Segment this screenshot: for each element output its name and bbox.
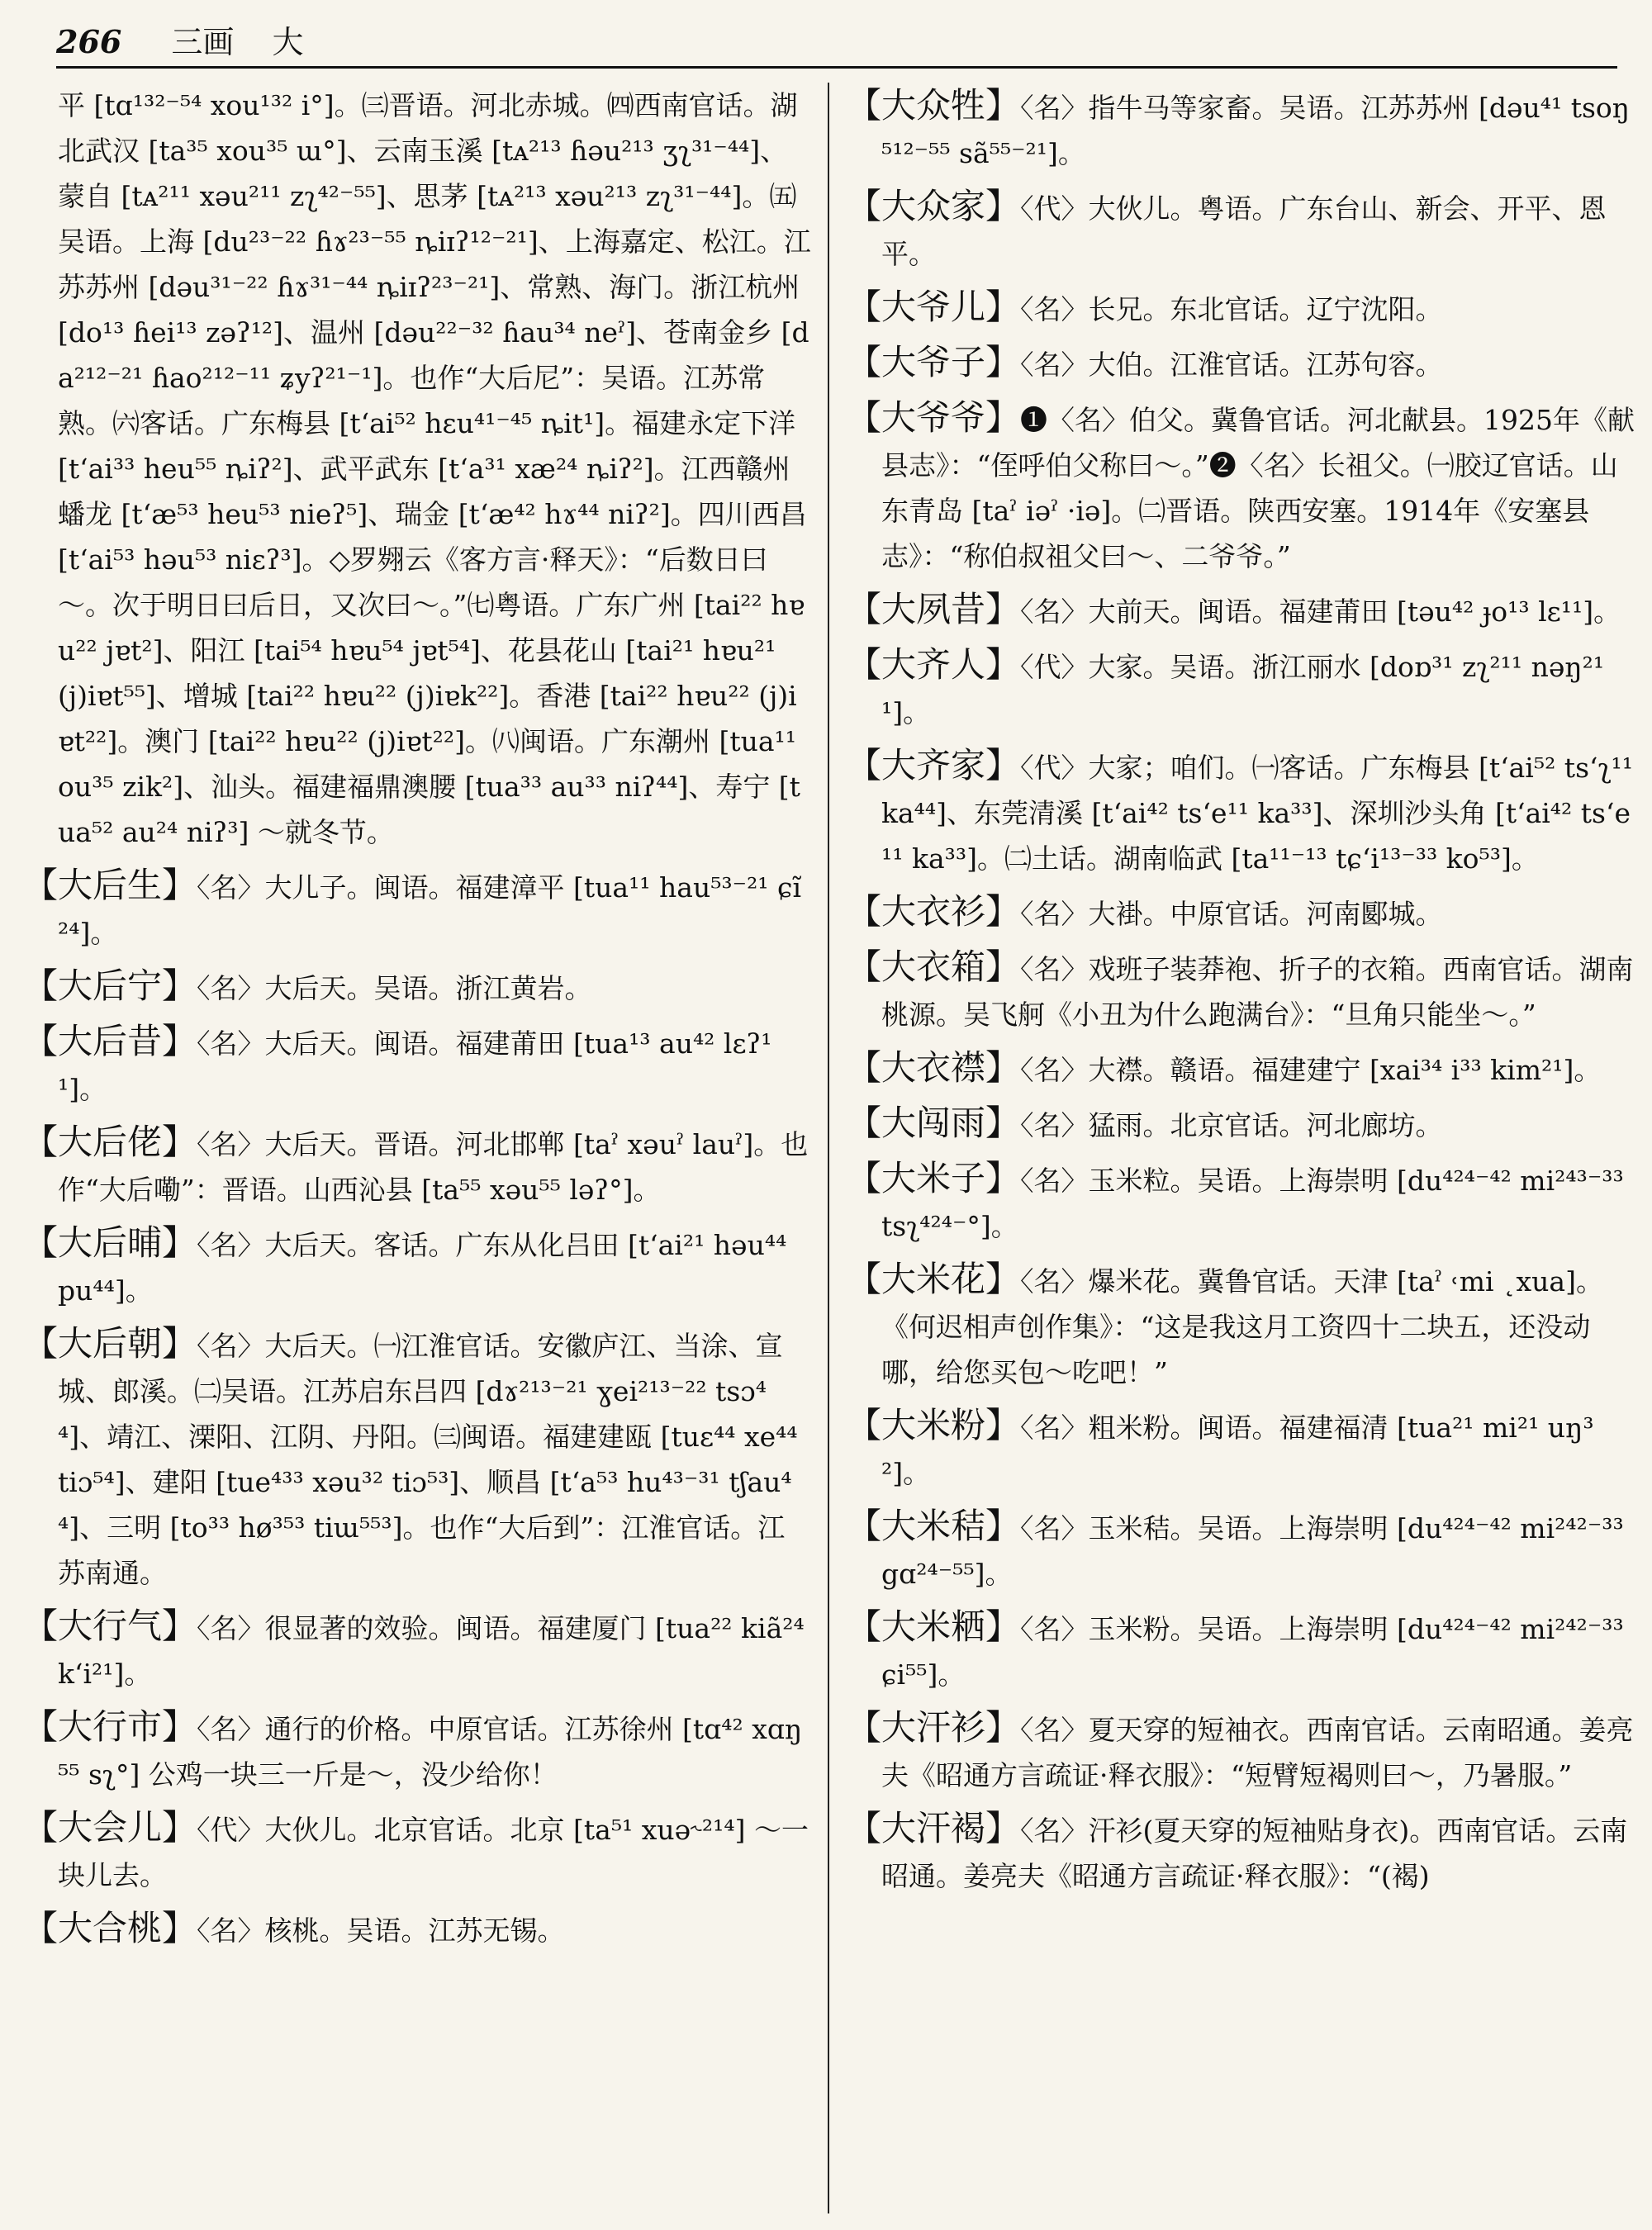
entry-definition: 〈名〉戏班子装莽袍、折子的衣箱。西南官话。湖南桃源。吴飞舸《小丑为什么跑满台》：“旦角只能坐～。” xyxy=(881,953,1634,1031)
entry-definition: 〈名〉核桃。吴语。江苏无锡。 xyxy=(197,1914,565,1947)
entry-definition: 〈名〉玉米粉。吴语。上海崇明 [du⁴²⁴⁻⁴² mi²⁴²⁻³³ ɕi⁵⁵]。 xyxy=(881,1613,1624,1691)
right-column xyxy=(847,83,1635,2213)
entry-definition: 〈名〉大褂。中原官话。河南郾城。 xyxy=(1020,898,1443,930)
entry-headword: 【大衣箱】 xyxy=(847,947,1021,987)
entry-headword: 【大行气】 xyxy=(23,1606,197,1646)
entry-definition: 平 [tɑ¹³²⁻⁵⁴ xou¹³² i°]。㈢晋语。河北赤城。㈣西南官话。湖北武汉 [ta³⁵ xou³⁵ ɯ°]、云南玉溪 [tᴀ²¹³ ɦəu²¹³ ʒʅ³¹⁻⁴⁴]、蒙自 [tᴀ²¹¹ xəu²¹¹ zʅ⁴²⁻⁵⁵]、思茅 [tᴀ²¹³ xəu²¹³ zʅ³¹⁻⁴⁴]。㈤吴语。上海 [du²³⁻²² ɦɤ²³⁻⁵⁵ ȵiɪʔ¹²⁻²¹]、上海嘉定、松江。江苏苏州 [dəu³¹⁻²² ɦɤ³¹⁻⁴⁴ ȵiɪʔ²³⁻²¹]、常熟、海门。浙江杭州 [do¹³ ɦei¹³ zəʔ¹²]、温州 [dəu²²⁻³² ɦau³⁴ neˀ]、苍南金乡 [da²¹²⁻²¹ ɦao²¹²⁻¹¹ ʑyʔ²¹⁻¹]。也作“大后尼”：吴语。江苏常熟。㈥客话。广东梅县 [t‘ai⁵² hɛu⁴¹⁻⁴⁵ ȵit¹]。福建永定下洋 [t‘ai³³ heu⁵⁵ ȵiʔ²]、武平武东 [t‘a³¹ xæ²⁴ ȵiʔ²]。江西赣州蟠龙 [t‘æ⁵³ heu⁵³ nieʔ⁵]、瑞金 [t‘æ⁴² hɤ⁴⁴ niʔ²]。四川西昌 [t‘ai⁵³ həu⁵³ niɛʔ³]。◇罗翙云《客方言·释天》：“后数日曰～。次于明日曰后日，又次曰～。”㈦粤语。广东广州 [tai²² hɐu²² jɐt²]、阳江 [tai⁵⁴ hɐu⁵⁴ jɐt⁵⁴]、花县花山 [tai²¹ hɐu²¹ (j)iɐt⁵⁵]、增城 [tai²² hɐu²² (j)iɐk²²]。香港 [tai²² hɐu²² (j)iɐt²²]。澳门 [tai²² hɐu²² (j)iɐt²²]。㈧闽语。广东潮州 [tua¹¹ ou³⁵ zik²]、汕头。福建福鼎澳腰 [tua³³ au³³ niʔ⁴⁴]、寿宁 [tua⁵² au²⁴ niʔ³] ～就冬节。 xyxy=(58,89,811,848)
entry-headword: 【大众牲】 xyxy=(847,85,1021,126)
entry-headword: 【大闯雨】 xyxy=(847,1103,1021,1143)
entry-definition: ❶〈名〉伯父。冀鲁官话。河北献县。1925年《献县志》：“侄呼伯父称曰～。”❷〈名〉长祖父。㈠胶辽官话。山东青岛 [taˀ iəˀ ·iə]。㈡晋语。陕西安塞。1914年《安塞县志》：“称伯叔祖父曰～、二爷爷。” xyxy=(881,404,1635,572)
dictionary-entry xyxy=(847,1155,1635,1249)
entry-headword: 【大齐人】 xyxy=(847,644,1021,685)
entry-definition: 〈代〉大伙儿。粤语。广东台山、新会、开平、恩平。 xyxy=(881,192,1607,270)
entry-definition: 〈代〉大家；咱们。㈠客话。广东梅县 [t‘ai⁵² ts‘ʅ¹¹ ka⁴⁴]、东莞清溪 [t‘ai⁴² ts‘e¹¹ ka³³]、深圳沙头角 [t‘ai⁴² ts‘e¹¹ ka³³]。㈡土话。湖南临武 [ta¹¹⁻¹³ tɕ‘i¹³⁻³³ ko⁵³]。 xyxy=(881,752,1634,875)
entry-definition: 〈名〉大儿子。闽语。福建漳平 [tua¹¹ hau⁵³⁻²¹ ɕĩ²⁴]。 xyxy=(58,871,802,949)
dictionary-entry xyxy=(847,1503,1635,1597)
dictionary-entry xyxy=(847,1805,1635,1899)
column-divider xyxy=(828,83,829,2213)
page-header xyxy=(56,18,1617,69)
dictionary-entry xyxy=(847,395,1635,579)
entry-headword: 【大米花】 xyxy=(847,1259,1021,1299)
entry-definition: 〈名〉大伯。江淮官话。江苏句容。 xyxy=(1020,349,1443,381)
entry-definition: 〈名〉粗米粉。闽语。福建福清 [tua²¹ mi²¹ uŋ³²]。 xyxy=(881,1412,1594,1489)
entry-definition: 〈名〉汗衫(夏天穿的短袖贴身衣)。西南官话。云南昭通。姜亮夫《昭通方言疏证·释衣服》：“(褐) xyxy=(881,1815,1628,1892)
dictionary-entry xyxy=(847,339,1635,387)
dictionary-entry xyxy=(23,1018,812,1112)
entry-definition: 〈名〉玉米秸。吴语。上海崇明 [du⁴²⁴⁻⁴² mi²⁴²⁻³³ gɑ²⁴⁻⁵⁵]。 xyxy=(881,1512,1624,1590)
entry-headword: 【大衣襟】 xyxy=(847,1047,1021,1088)
dictionary-entry xyxy=(23,1119,812,1212)
entry-definition: 〈名〉通行的价格。中原官话。江苏徐州 [tɑ⁴² xɑŋ⁵⁵ sʅ°] 公鸡一块三一斤是～，没少给你！ xyxy=(58,1713,803,1791)
entry-definition: 〈名〉大后天。客话。广东从化吕田 [t‘ai²¹ həu⁴⁴ pu⁴⁴]。 xyxy=(58,1229,787,1307)
entry-definition: 〈名〉大襟。赣语。福建建宁 [xai³⁴ i³³ kim²¹]。 xyxy=(1020,1054,1602,1086)
dictionary-entry xyxy=(847,1604,1635,1697)
dictionary-entry xyxy=(847,183,1635,277)
entry-headword: 【大衣衫】 xyxy=(847,891,1021,932)
entry-headword: 【大后晡】 xyxy=(23,1222,197,1263)
entry-headword: 【大后生】 xyxy=(23,865,197,905)
entry-definition: 〈名〉大后天。晋语。河北邯郸 [taˀ xəuˀ lauˀ]。也作“大后嘞”：晋语。山西沁县 [ta⁵⁵ xəu⁵⁵ ləʔ°]。 xyxy=(58,1128,809,1206)
entry-headword: 【大会儿】 xyxy=(23,1807,197,1848)
dictionary-entry xyxy=(847,1045,1635,1093)
entry-definition: 〈代〉大伙儿。北京官话。北京 [ta⁵¹ xuə˞²¹⁴] ～一块儿去。 xyxy=(58,1814,809,1891)
entry-definition: 〈名〉大后天。吴语。浙江黄岩。 xyxy=(197,972,592,1004)
dictionary-entry xyxy=(847,83,1635,176)
entry-headword: 【大行市】 xyxy=(23,1706,197,1747)
entry-headword: 【大汗褐】 xyxy=(847,1808,1021,1848)
dictionary-entry xyxy=(23,1905,812,1953)
dictionary-entry xyxy=(847,284,1635,332)
page-number: 266 xyxy=(56,23,122,60)
entry-headword: 【大爷儿】 xyxy=(847,287,1021,327)
entry-headword: 【大爷爷】 xyxy=(847,397,1021,438)
entry-definition: 〈名〉大前天。闽语。福建莆田 [təu⁴² ɟo¹³ lɛ¹¹]。 xyxy=(1020,595,1621,628)
entry-continuation xyxy=(23,83,812,855)
dictionary-entry xyxy=(847,944,1635,1037)
dictionary-entry xyxy=(23,1805,812,1898)
dictionary-entry xyxy=(847,889,1635,937)
dictionary-entry xyxy=(847,1705,1635,1798)
entry-headword: 【大众家】 xyxy=(847,186,1021,226)
entry-headword: 【大夙昔】 xyxy=(847,589,1021,629)
entry-definition: 〈名〉爆米花。冀鲁官话。天津 [taˀ ˓mi ˛xua]。《何迟相声创作集》：“这是我这月工资四十二块五，还没动哪，给您买包～吃吧！” xyxy=(881,1265,1603,1388)
entry-headword: 【大后宁】 xyxy=(23,966,197,1006)
dictionary-entry xyxy=(847,1256,1635,1395)
entry-definition: 〈名〉大后天。闽语。福建莆田 [tua¹³ au⁴² lɛʔ¹¹]。 xyxy=(58,1027,772,1105)
entry-headword: 【大米粉】 xyxy=(847,1405,1021,1445)
entry-definition: 〈代〉大家。吴语。浙江丽水 [doɒ³¹ zʅ²¹¹ nəŋ²¹¹]。 xyxy=(881,651,1605,728)
entry-headword: 【大合桃】 xyxy=(23,1908,197,1948)
entry-headword: 【大米粞】 xyxy=(847,1606,1021,1647)
entry-definition: 〈名〉指牛马等家畜。吴语。江苏苏州 [dəu⁴¹ tsoŋ⁵¹²⁻⁵⁵ sã⁵⁵⁻²¹]。 xyxy=(881,92,1631,169)
entry-definition: 〈名〉玉米粒。吴语。上海崇明 [du⁴²⁴⁻⁴² mi²⁴³⁻³³ tsʅ⁴²⁴⁻°]。 xyxy=(881,1165,1624,1242)
dictionary-entry xyxy=(23,1704,812,1797)
entry-definition: 〈名〉猛雨。北京官话。河北廊坊。 xyxy=(1020,1109,1443,1141)
entry-definition: 〈名〉长兄。东北官话。辽宁沈阳。 xyxy=(1020,293,1443,325)
entry-headword: 【大汗衫】 xyxy=(847,1707,1021,1748)
radical-char: 大 xyxy=(272,24,304,60)
dictionary-entry xyxy=(23,862,812,956)
dictionary-entry xyxy=(23,1220,812,1313)
dictionary-entry xyxy=(847,1402,1635,1496)
dictionary-entry xyxy=(847,642,1635,735)
dictionary-entry xyxy=(847,586,1635,634)
entry-headword: 【大米秸】 xyxy=(847,1506,1021,1546)
dictionary-entry xyxy=(23,963,812,1011)
dictionary-entry xyxy=(847,1100,1635,1148)
dictionary-entry xyxy=(23,1321,812,1596)
stroke-section: 三画 xyxy=(171,24,235,60)
entry-headword: 【大齐家】 xyxy=(847,745,1021,785)
entry-headword: 【大后佬】 xyxy=(23,1122,197,1162)
dictionary-entry xyxy=(847,743,1635,881)
entry-headword: 【大米子】 xyxy=(847,1158,1021,1198)
entry-definition: 〈名〉大后天。㈠江淮官话。安徽庐江、当涂、宣城、郎溪。㈡吴语。江苏启东吕四 [dɤ²¹³⁻²¹ ɣei²¹³⁻²² tsɔ⁴⁴]、靖江、溧阳、江阴、丹阳。㈢闽语。福建建瓯 [tuɛ⁴⁴ xe⁴⁴ tiɔ⁵⁴]、建阳 [tue⁴³³ xəu³² tiɔ⁵³]、顺昌 [t‘a⁵³ hu⁴³⁻³¹ tʃau⁴⁴]、三明 [to³³ hø³⁵³ tiɯ⁵⁵³]。也作“大后到”：江淮官话。江苏南通。 xyxy=(58,1330,798,1589)
entry-definition: 〈名〉夏天穿的短袖衣。西南官话。云南昭通。姜亮夫《昭通方言疏证·释衣服》：“短臂短褐则曰～，乃暑服。” xyxy=(881,1714,1634,1791)
entry-headword: 【大后朝】 xyxy=(23,1323,197,1364)
entry-headword: 【大后昔】 xyxy=(23,1021,197,1061)
left-column xyxy=(23,83,812,2213)
entry-headword: 【大爷子】 xyxy=(847,342,1021,382)
entry-definition: 〈名〉很显著的效验。闽语。福建厦门 [tua²² kiã²⁴ k‘i²¹]。 xyxy=(58,1612,805,1690)
dictionary-entry xyxy=(23,1603,812,1696)
